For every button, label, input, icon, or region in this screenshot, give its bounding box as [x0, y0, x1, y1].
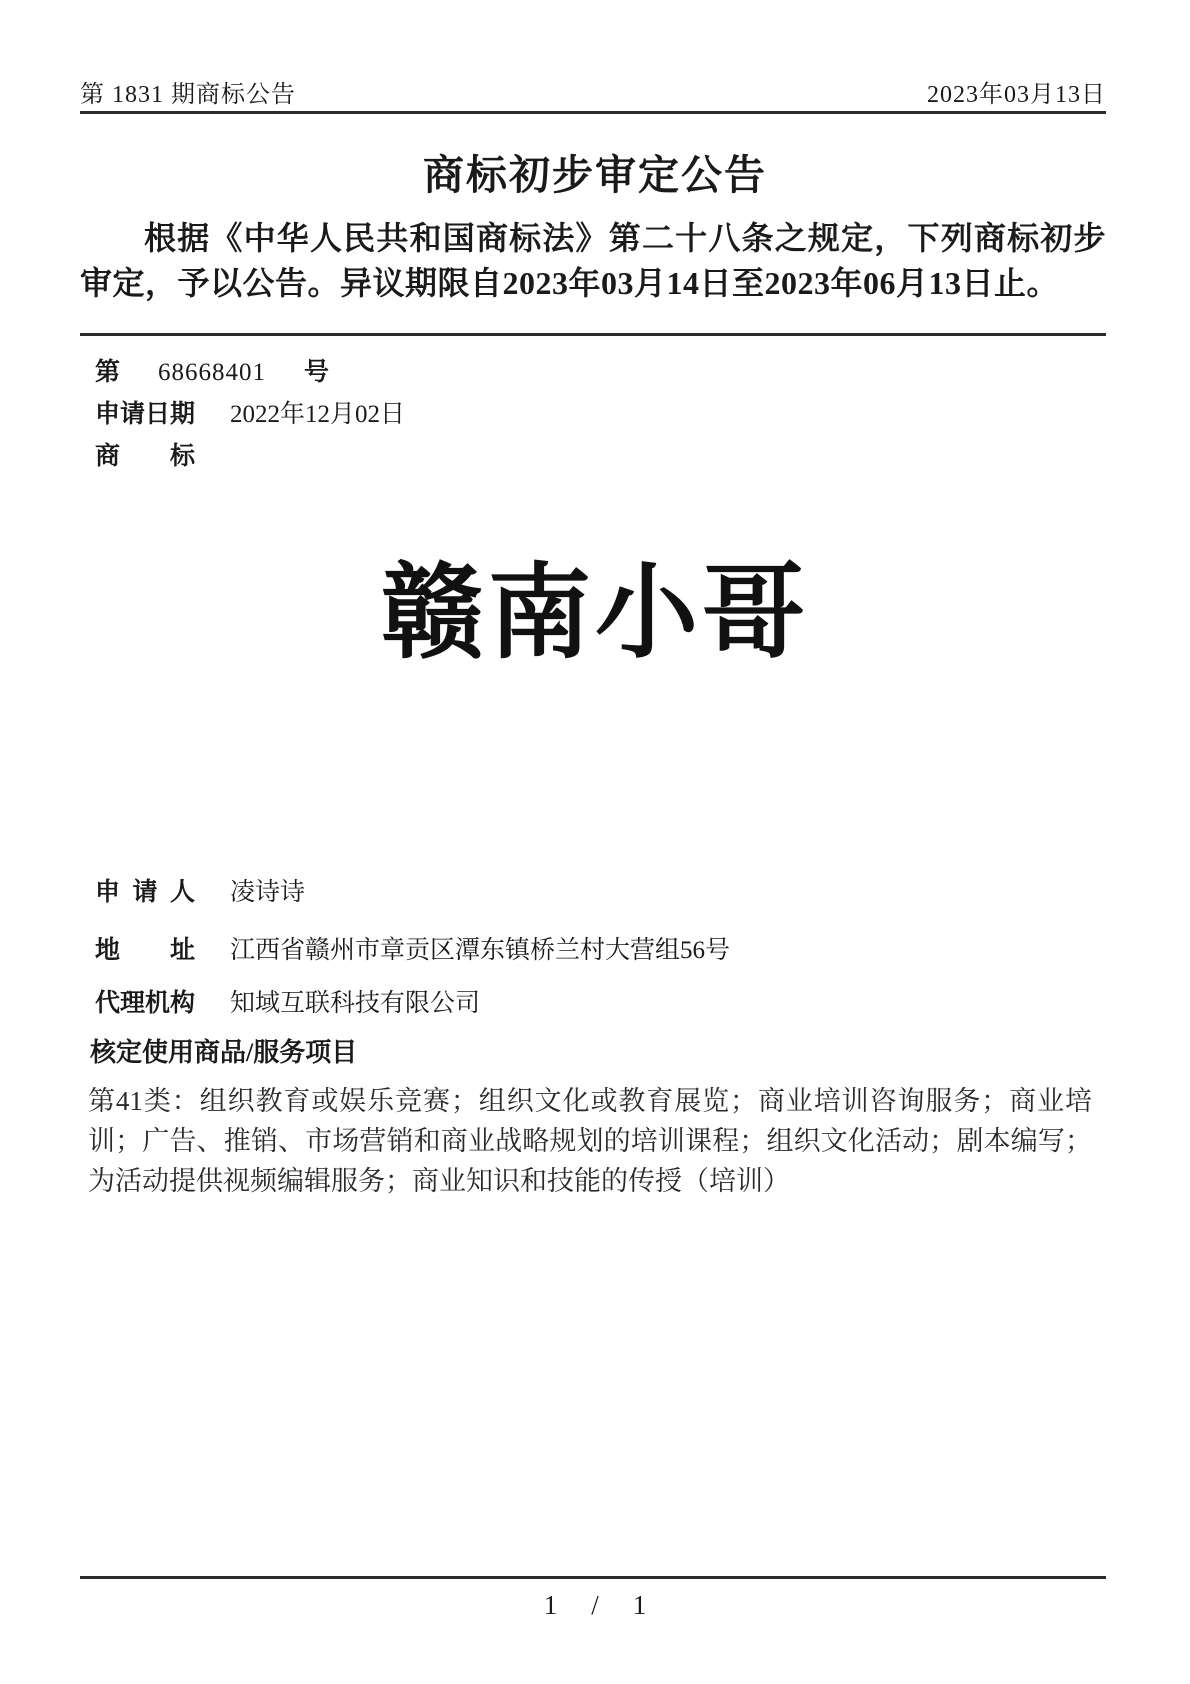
footer-rule	[80, 1576, 1106, 1579]
address-value: 江西省赣州市章贡区潭东镇桥兰村大营组56号	[230, 937, 731, 964]
page-header	[80, 74, 1106, 109]
trademark-text: 赣南小哥	[381, 555, 809, 670]
agency-name: 知域互联科技有限公司	[230, 990, 481, 1017]
trademark-display	[0, 556, 1190, 669]
address-label: 地址	[95, 937, 195, 964]
registration-number-row	[95, 352, 329, 388]
registration-number: 68668401	[158, 359, 267, 386]
header-rule	[80, 111, 1106, 114]
address-row	[95, 930, 730, 966]
page-title: 商标初步审定公告	[423, 152, 767, 198]
services-heading: 核定使用商品/服务项目	[90, 1038, 358, 1067]
gazette-date: 2023年03月13日	[927, 82, 1106, 108]
intro-paragraph: 根据《中华人民共和国商标法》第二十八条之规定，下列商标初步审定，予以公告。异议期限自2023年03月14日至2023年06月13日止。	[80, 220, 1106, 301]
applicant-name: 凌诗诗	[230, 879, 306, 906]
section-rule	[80, 333, 1106, 336]
page-number-separator: /	[591, 1590, 599, 1620]
applicant-label: 申请人	[95, 879, 195, 906]
trademark-label-row	[95, 436, 195, 472]
application-date-row	[95, 394, 405, 430]
total-page-number: 1	[632, 1590, 647, 1620]
agency-row	[95, 983, 480, 1019]
registration-number-prefix: 第	[95, 359, 121, 386]
services-description: 第41类：组织教育或娱乐竞赛；组织文化或教育展览；商业培训咨询服务；商业培训；广告、推销、市场营销和商业战略规划的培训课程；组织文化活动；剧本编写；为活动提供视频编辑服务；商业知识和技能的传授（培训）	[88, 1086, 1092, 1196]
application-date-value: 2022年12月02日	[230, 401, 406, 428]
trademark-label: 商标	[95, 443, 195, 470]
gazette-issue-label: 第 1831 期商标公告	[80, 82, 296, 108]
page-number	[0, 1590, 1190, 1621]
current-page-number: 1	[543, 1590, 558, 1620]
agency-label: 代理机构	[95, 990, 196, 1017]
applicant-row	[95, 872, 305, 908]
application-date-label: 申请日期	[95, 401, 196, 428]
registration-number-suffix: 号	[304, 359, 330, 386]
